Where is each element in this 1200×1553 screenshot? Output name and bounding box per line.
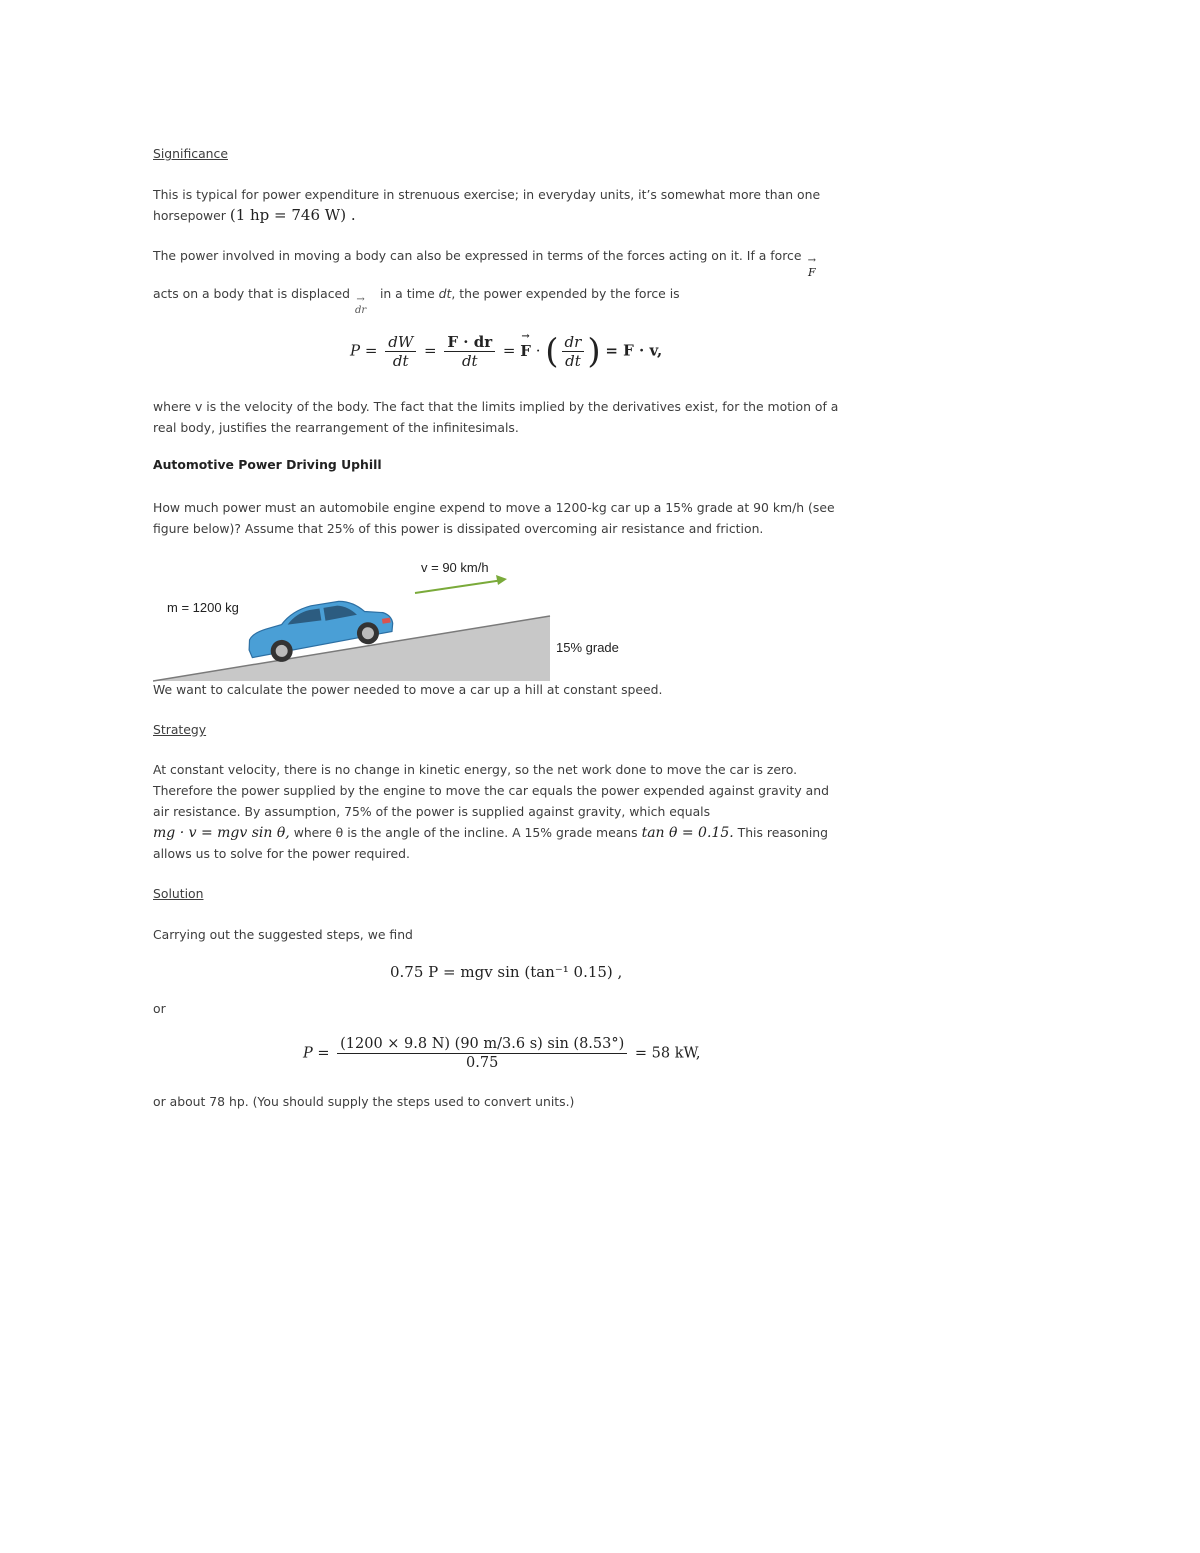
- power-paragraph-line1: The power involved in moving a body can also be expressed in terms of the forces acting on it. If a force: [153, 248, 802, 263]
- f-dot-dr-fraction: $\frac{F \cdot dr}{dt}$: [444, 333, 495, 370]
- example-problem: How much power must an automobile engine expend to move a 1200-kg car up a 15% grade at 90 km/h (see figure below)? Assume that 25% of this power is dissipated overcoming air resistance and friction.: [153, 500, 835, 536]
- strategy-heading: Strategy: [153, 722, 207, 737]
- dw-dt-fraction: $\frac{dW}{dt}$: [385, 333, 416, 370]
- significance-text: This is typical for power expenditure in strenuous exercise; in everyday units, it’s somewhat more than one horsepower: [153, 187, 821, 223]
- solution-intro: Carrying out the suggested steps, we find: [153, 927, 413, 942]
- stray-displacement-glyph: → dr: [355, 305, 366, 316]
- strategy-line-2: Therefore the power supplied by the engine to move the car equals the power expended against gravity and: [153, 783, 829, 798]
- solution-equation-2: P = $\frac{(1200 \times 9.8 N) (90 m/3.6 s) \sin (8.53^\circ)}{0.75}$ = 58 kW,: [303, 1036, 701, 1071]
- velocity-note: where v is the velocity of the body. The fact that the limits implied by the derivatives exist, for the motion of a real body, justifies the rearrangement of the infinitesimals.: [153, 399, 839, 435]
- velocity-arrow-line: [415, 580, 503, 593]
- strategy-line-3: air resistance. By assumption, 75% of the power is supplied against gravity, which equals: [153, 804, 711, 819]
- velocity-label: v = 90 km/h: [421, 560, 489, 575]
- incline-figure: [153, 553, 713, 683]
- solution-conclusion: or about 78 hp. (You should supply the steps used to convert units.): [153, 1094, 575, 1109]
- velocity-arrow-head: [496, 575, 507, 585]
- significance-heading: Significance: [153, 146, 228, 161]
- solution-heading: Solution: [153, 886, 204, 901]
- stray-force-glyph: → F: [808, 266, 816, 279]
- solution-or: or: [153, 1001, 166, 1016]
- power-equation: P = $\frac{dW}{dt}$ = $\frac{F \cdot dr}{dt}$ = → F · ( $\frac{dr}{dt}$ ) = F · v,: [350, 333, 662, 370]
- figure-caption: We want to calculate the power needed to move a car up a hill at constant speed.: [153, 682, 663, 697]
- grade-label: 15% grade: [556, 640, 619, 655]
- solution-equation-1: 0.75 P = mgv sin (tan⁻¹ 0.15) ,: [390, 963, 623, 981]
- example-title: Automotive Power Driving Uphill: [153, 457, 382, 472]
- dr-dt-fraction: $\frac{dr}{dt}$: [562, 333, 585, 370]
- strategy-line-1: At constant velocity, there is no change in kinetic energy, so the net work done to move the car is zero.: [153, 762, 798, 777]
- strategy-last-line: allows us to solve for the power required.: [153, 846, 410, 861]
- mass-label: m = 1200 kg: [167, 600, 239, 615]
- significance-paragraph: [153, 184, 833, 226]
- strategy-math-line: mg · v = mgv sin θ, where θ is the angle of the incline. A 15% grade means tan θ = 0.15. This reasoning: [153, 825, 828, 841]
- horsepower-equation: (1 hp = 746 W) .: [229, 206, 356, 224]
- power-paragraph-line2: acts on a body that is displaced in a time dt, the power expended by the force is: [153, 286, 680, 301]
- solution-fraction: $\frac{(1200 \times 9.8 N) (90 m/3.6 s) \sin (8.53^\circ)}{0.75}$: [337, 1035, 627, 1072]
